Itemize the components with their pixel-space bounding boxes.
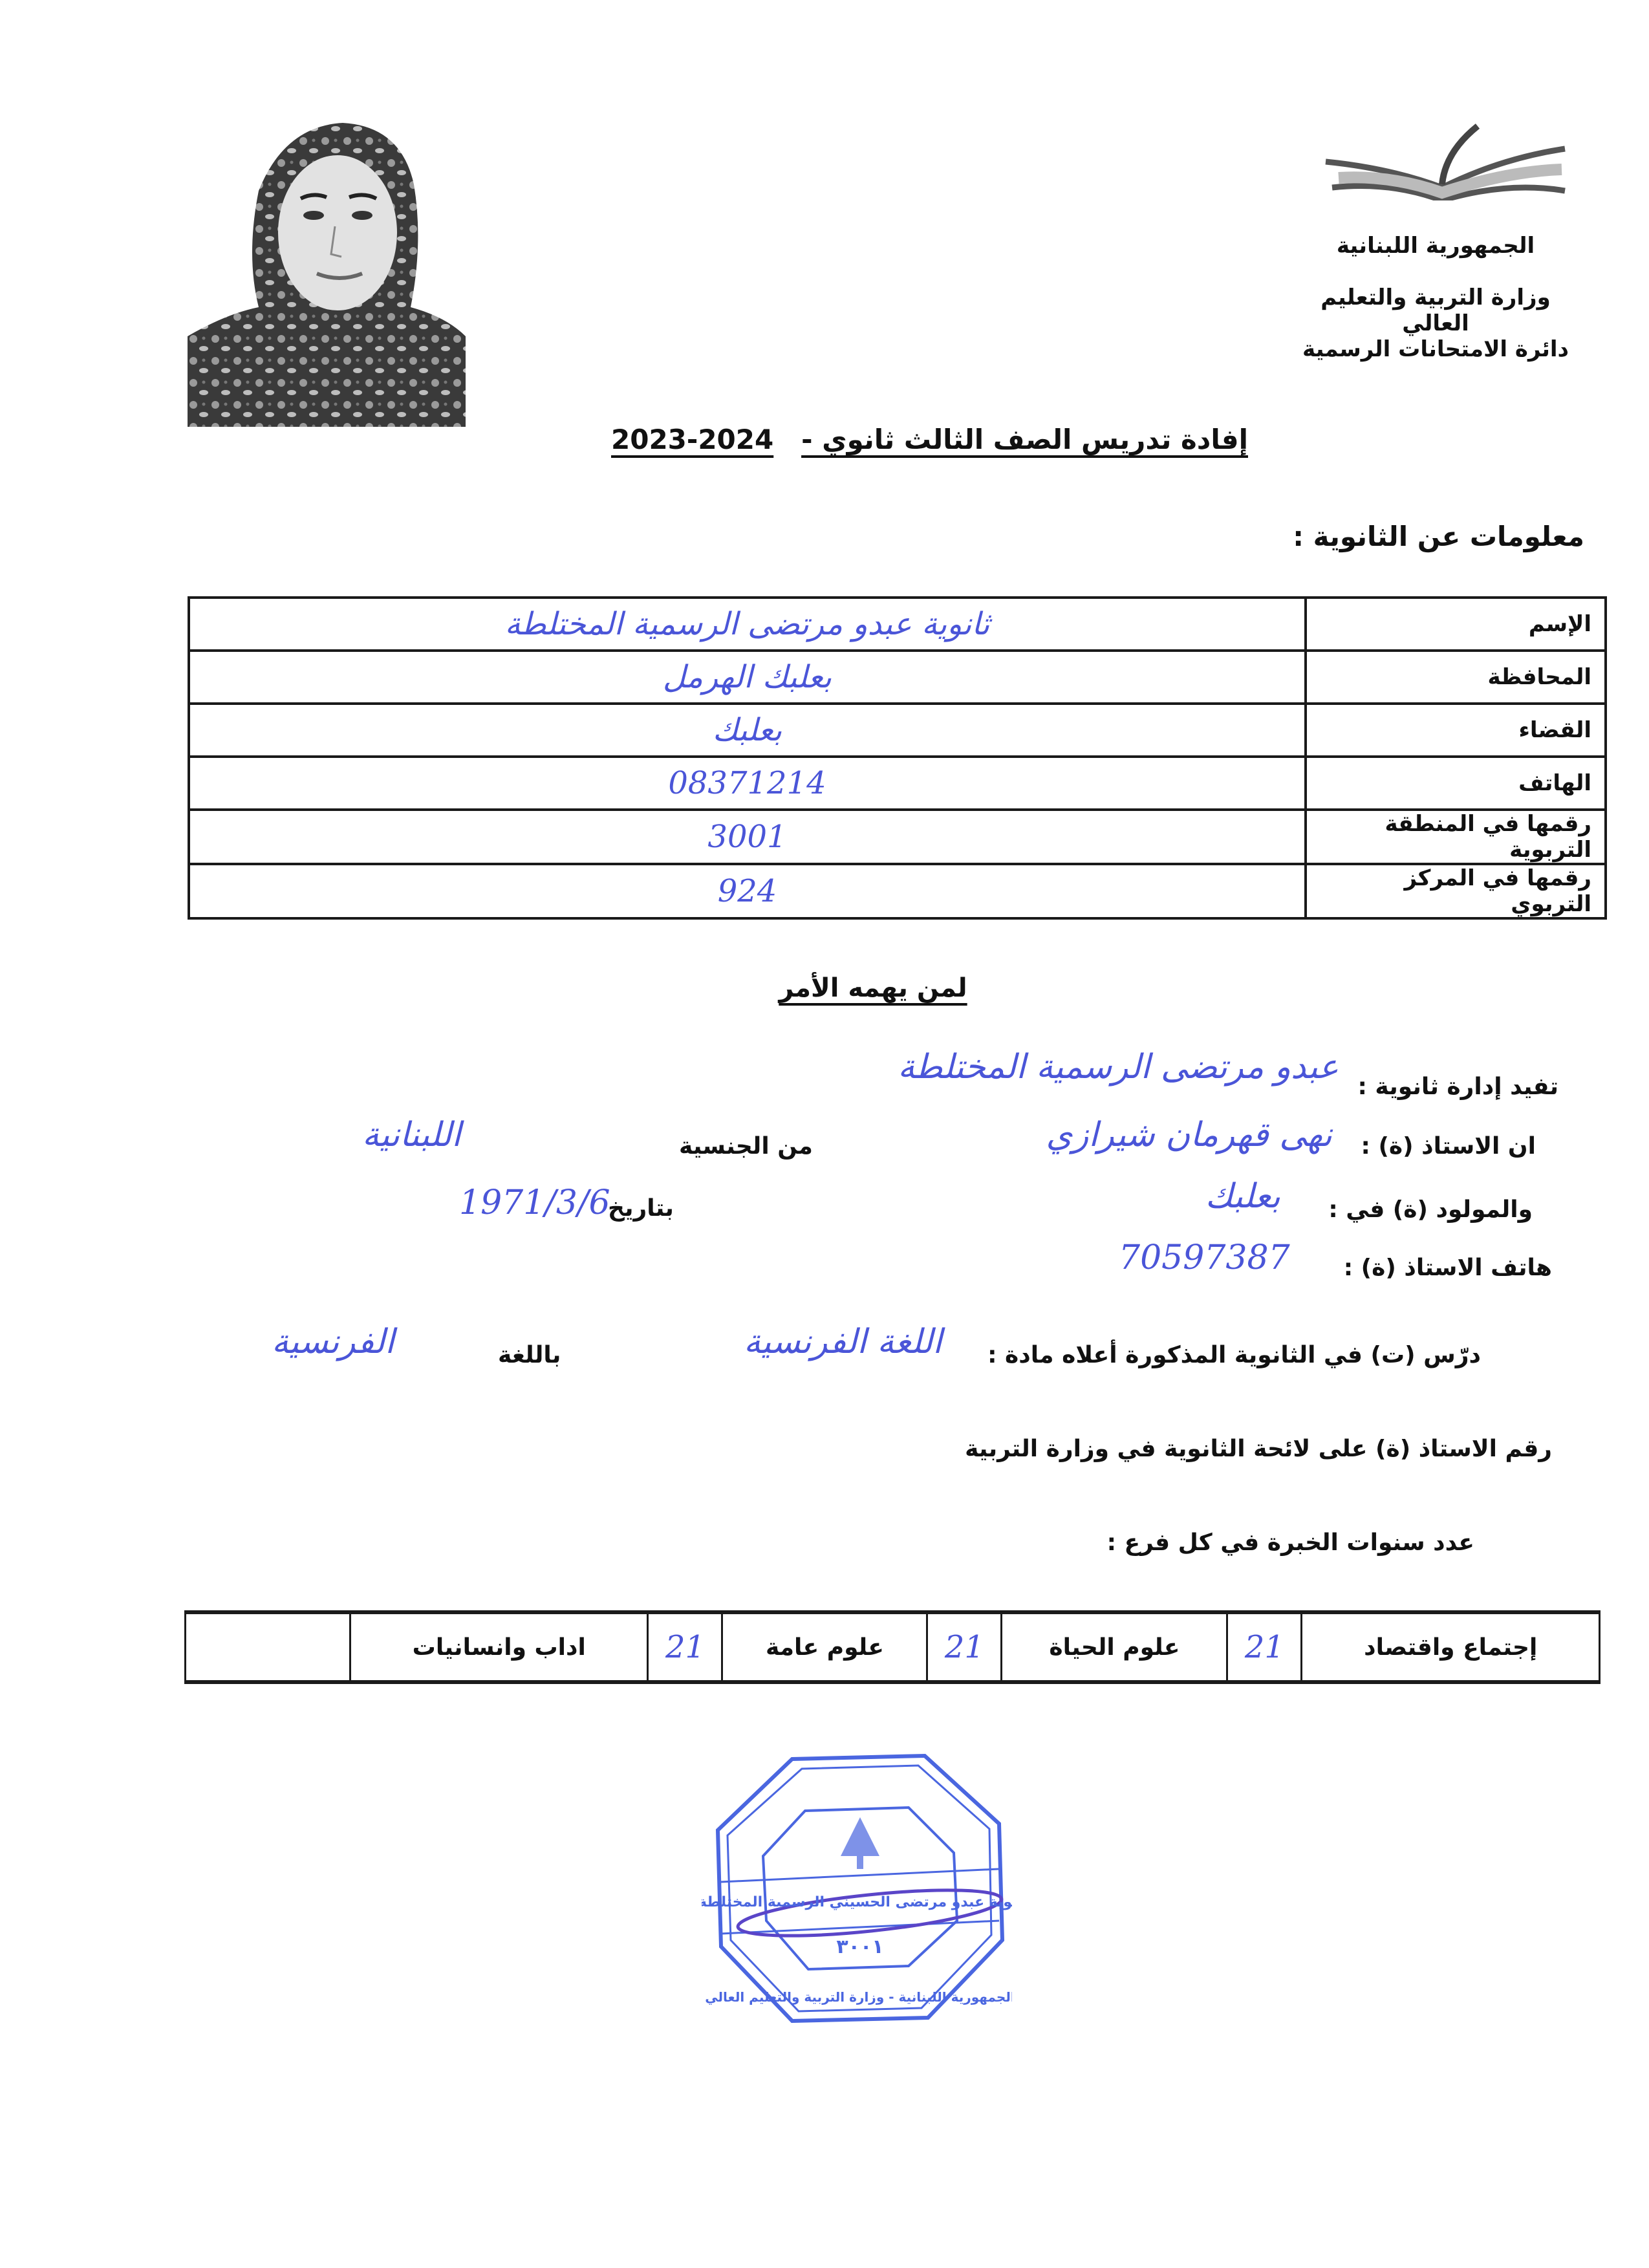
- teacher-label: ان الاستاذ (ة) :: [1361, 1133, 1536, 1160]
- table-row: [189, 704, 1606, 757]
- school-admin-label: تفيد إدارة ثانوية :: [1357, 1074, 1558, 1100]
- governorate-value: بعلبك الهرمل: [189, 651, 1306, 704]
- row-label: القضاء: [1306, 704, 1606, 757]
- academic-year: 2023-2024: [611, 424, 774, 455]
- language-value: الفرنسية: [272, 1323, 394, 1361]
- years-social-economics: 21: [1227, 1612, 1302, 1682]
- district-value: بعلبك: [189, 704, 1306, 757]
- school-info-heading: معلومات عن الثانوية :: [1293, 521, 1584, 552]
- stamp-center-text: ثانوية عبدو مرتضى الحسيني الرسمية المختلطة: [702, 1894, 1012, 1910]
- stamp-outer-text: الجمهورية اللبنانية - وزارة التربية والتعليم العالي: [705, 1989, 1012, 2005]
- row-label: رقمها في المنطقة التربوية: [1306, 810, 1606, 864]
- org-ministry: وزارة التربية والتعليم العالي: [1320, 285, 1551, 336]
- row-label: المحافظة: [1306, 651, 1606, 704]
- birthdate-value: 1971/3/6: [459, 1183, 610, 1222]
- years-life-sciences: 21: [927, 1612, 1002, 1682]
- birthplace-label: والمولود (ة) في :: [1328, 1196, 1533, 1223]
- row-label: الإسم: [1306, 598, 1606, 651]
- region-number-value: 3001: [189, 810, 1306, 864]
- stamp-number: ٣٠٠١: [836, 1936, 884, 1958]
- birthplace-value: بعلبك: [1205, 1177, 1280, 1216]
- table-row: [189, 864, 1606, 918]
- experience-label: عدد سنوات الخبرة في كل فرع :: [1106, 1529, 1474, 1556]
- branch-life-sciences: علوم الحياة: [1002, 1612, 1227, 1682]
- nationality-label: من الجنسية: [679, 1133, 813, 1160]
- branch-general-sciences: علوم عامة: [722, 1612, 927, 1682]
- subject-value: اللغة الفرنسية: [744, 1323, 942, 1361]
- school-name-value: ثانوية عبدو مرتضى الرسمية المختلطة: [189, 598, 1306, 651]
- language-label: باللغة: [498, 1342, 561, 1368]
- document-title: [582, 424, 1248, 469]
- birthdate-label: بتاريخ: [608, 1195, 674, 1222]
- branch-social-economics: إجتماع واقتصاد: [1302, 1612, 1600, 1682]
- experience-table: [184, 1610, 1600, 1684]
- row-label: رقمها في المركز التربوي: [1306, 864, 1606, 918]
- table-row: [189, 810, 1606, 864]
- teacher-name-value: نهى قهرمان شيرازي: [1046, 1116, 1332, 1154]
- years-general-sciences: 21: [648, 1612, 722, 1682]
- org-republic: الجمهورية اللبنانية: [1336, 233, 1535, 259]
- school-info-table: [188, 596, 1607, 920]
- school-phone-value: 08371214: [189, 757, 1306, 810]
- branch-humanities: اداب وانسانيات: [350, 1612, 648, 1682]
- center-number-value: 924: [189, 864, 1306, 918]
- table-row: [186, 1612, 1600, 1682]
- years-empty-cell: [186, 1612, 350, 1682]
- teacher-photo: [188, 113, 466, 427]
- table-row: [189, 757, 1606, 810]
- teacher-phone-value: 70597387: [1119, 1238, 1290, 1277]
- portrait-image: [188, 113, 466, 427]
- teacher-phone-label: هاتف الاستاذ (ة) :: [1343, 1255, 1552, 1281]
- subject-label: درّس (ت) في الثانوية المذكورة أعلاه مادة :: [987, 1342, 1481, 1368]
- table-row: [189, 598, 1606, 651]
- registry-number-label: رقم الاستاذ (ة) على لائحة الثانوية في وزارة التربية: [965, 1436, 1552, 1462]
- nationality-value: اللبنانية: [362, 1116, 461, 1154]
- official-stamp: [702, 1746, 1012, 2031]
- title-text: إفادة تدريس الصف الثالث ثانوي -: [801, 424, 1248, 455]
- open-book-logo-icon: [1313, 123, 1571, 200]
- table-row: [189, 651, 1606, 704]
- to-whom-it-may-concern: لمن يهمه الأمر: [779, 973, 967, 1003]
- org-exams-dept: دائرة الامتحانات الرسمية: [1302, 336, 1569, 362]
- school-admin-value: عبدو مرتضى الرسمية المختلطة: [898, 1048, 1339, 1086]
- cedar-tree-icon: [841, 1817, 879, 1869]
- row-label: الهاتف: [1306, 757, 1606, 810]
